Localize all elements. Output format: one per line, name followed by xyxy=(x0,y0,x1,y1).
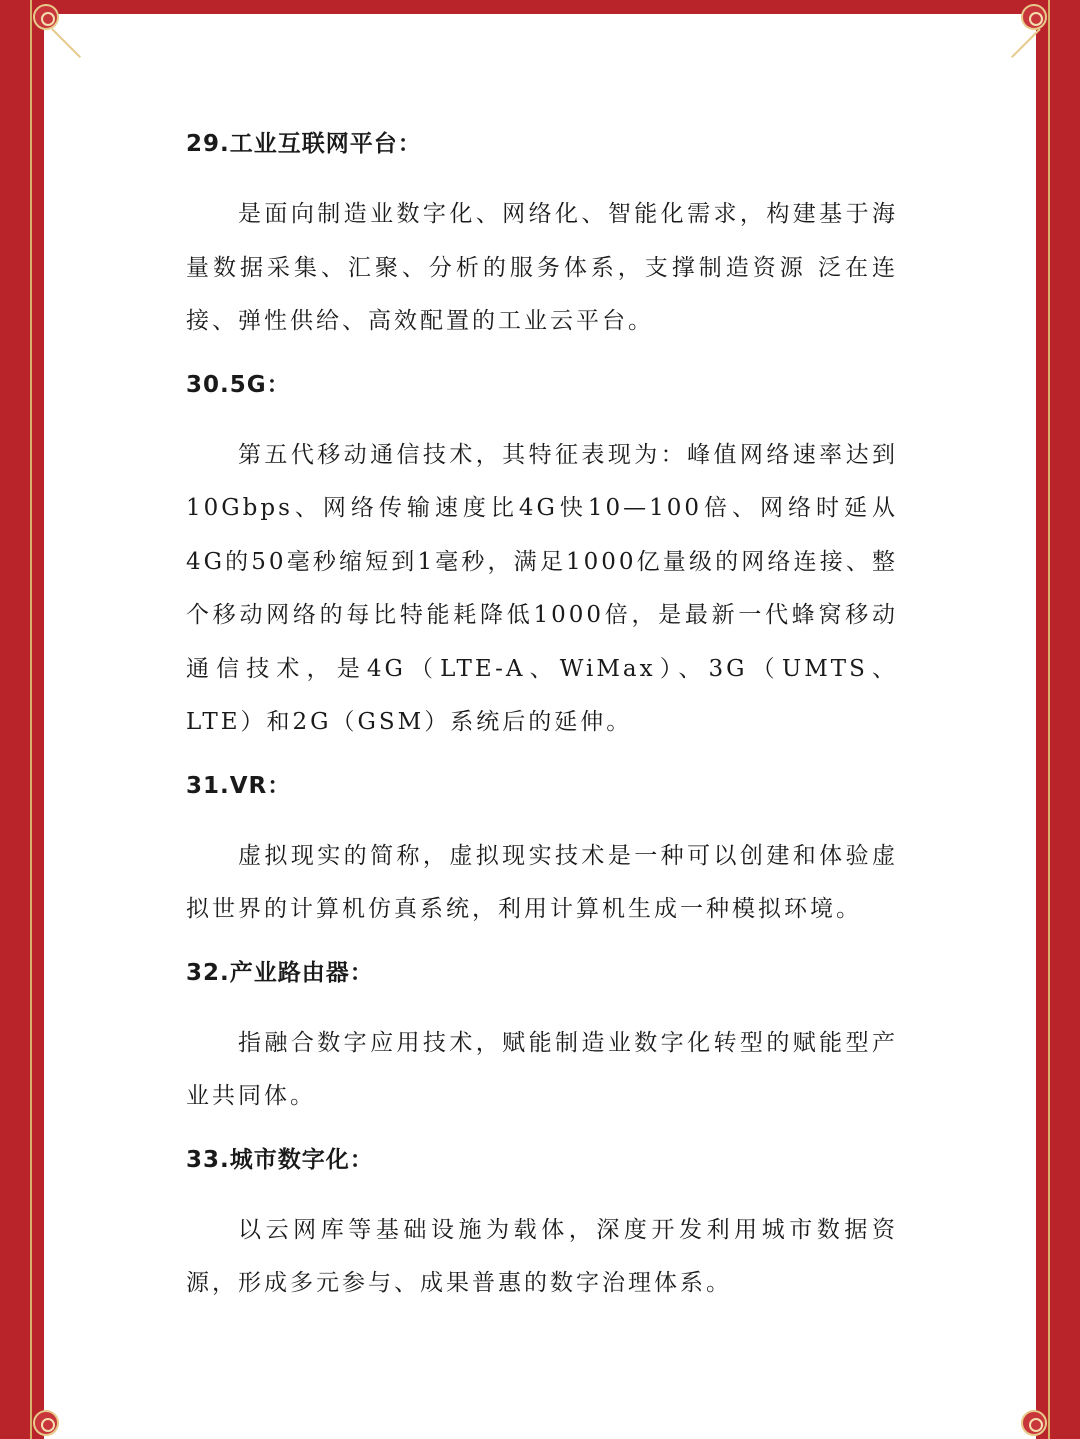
section-body: 指融合数字应用技术，赋能制造业数字化转型的赋能型产业共同体。 xyxy=(186,1029,898,1109)
corner-ornament-icon xyxy=(33,1410,59,1436)
document-content xyxy=(186,124,898,1311)
section-heading: 31.VR： xyxy=(186,772,292,799)
corner-ornament-icon xyxy=(1021,1410,1047,1436)
section-body: 是面向制造业数字化、网络化、智能化需求，构建基于海量数据采集、汇聚、分析的服务体系，支撑制造资源 泛在连接、弹性供给、高效配置的工业云平台。 xyxy=(186,201,898,334)
section-31 xyxy=(186,766,898,937)
section-heading: 29.工业互联网平台： xyxy=(186,131,422,157)
section-body: 以云网库等基础设施为载体，深度开发利用城市数据资源，形成多元参与、成果普惠的数字治理体系。 xyxy=(186,1216,898,1296)
corner-ornament-icon xyxy=(33,4,59,30)
corner-ornament-icon xyxy=(1021,4,1047,30)
section-body: 第五代移动通信技术，其特征表现为：峰值网络速率达到10Gbps、网络传输速度比4G快10—100倍、网络时延从4G的50毫秒缩短到1毫秒，满足1000亿量级的网络连接、整个移动网络的每比特能耗降低1000倍，是最新一代蜂窝移动通信技术，是4G（LTE-A、WiMax）、3G（UMTS、LTE）和2G（GSM）系统后的延伸。 xyxy=(186,441,898,735)
section-heading: 32.产业路由器： xyxy=(186,959,374,986)
section-heading: 33.城市数字化： xyxy=(186,1146,374,1173)
section-29 xyxy=(186,124,898,349)
section-33 xyxy=(186,1140,898,1311)
section-32 xyxy=(186,953,898,1124)
section-30 xyxy=(186,365,898,750)
section-heading: 30.5G： xyxy=(186,371,291,398)
section-body: 虚拟现实的简称，虚拟现实技术是一种可以创建和体验虚拟世界的计算机仿真系统，利用计算机生成一种模拟环境。 xyxy=(186,842,898,922)
